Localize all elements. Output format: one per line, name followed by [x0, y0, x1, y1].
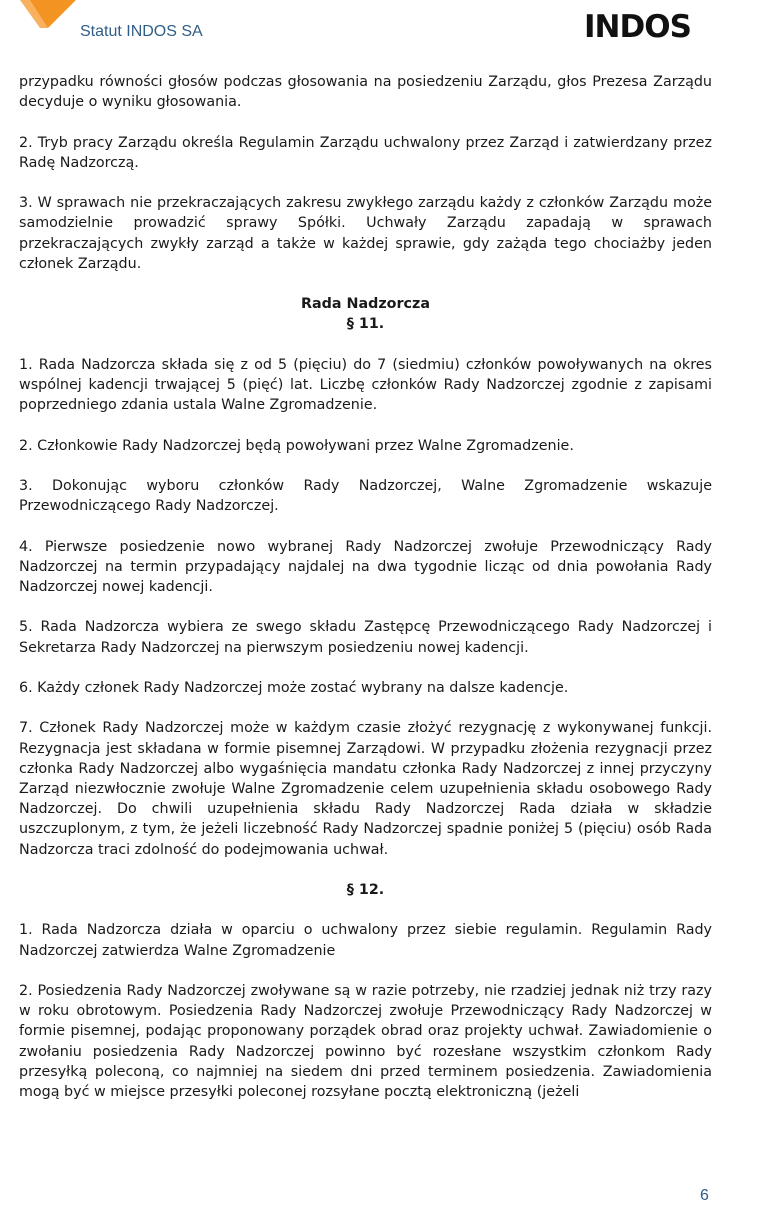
document-title: Statut INDOS SA [80, 23, 203, 40]
paragraph: 2. Członkowie Rady Nadzorczej będą powoływani przez Walne Zgromadzenie. [19, 437, 574, 454]
section-11-heading [19, 294, 712, 334]
paragraph: 4. Pierwsze posiedzenie nowo wybranej Rady Nadzorczej zwołuje Przewodniczący Rady Nadzorczej na termin przypadający najdalej na dwa tygodnie licząc od dnia powołania Rady Nadzorczej nowej kadencji. [19, 538, 712, 595]
corner-triangle-icon [20, 0, 80, 30]
paragraph: 3. Dokonując wyboru członków Rady Nadzorczej, Walne Zgromadzenie wskazuje Przewodniczącego Rady Nadzorczej. [19, 477, 712, 515]
paragraph: 1. Rada Nadzorcza działa w oparciu o uchwalony przez siebie regulamin. Regulamin Rady Nadzorczej zatwierdza Walne Zgromadzenie [19, 922, 712, 959]
section-12-heading [19, 880, 712, 900]
page-number: 6 [700, 1187, 709, 1204]
paragraph: 2. Tryb pracy Zarządu określa Regulamin Zarządu uchwalony przez Zarząd i zatwierdzany przez Radę Nadzorczą. [19, 134, 712, 171]
section-title: Rada Nadzorcza [301, 296, 430, 313]
page-header [0, 0, 761, 62]
paragraph: przypadku równości głosów podczas głosowania na posiedzeniu Zarządu, głos Prezesa Zarządu decyduje o wyniku głosowania. [19, 74, 712, 111]
section-number: § 12. [346, 881, 385, 898]
paragraph: 3. W sprawach nie przekraczających zakresu zwykłego zarządu każdy z członków Zarządu może samodzielnie prowadzić sprawy Spółki. Uchwały Zarządu zapadają w sprawach przekraczających zwykły zarząd a także w każdej sprawie, gdy zażąda tego chociażby jeden członek Zarządu. [19, 195, 712, 272]
indos-logo: INDOS [584, 9, 691, 45]
paragraph: 5. Rada Nadzorcza wybiera ze swego składu Zastępcę Przewodniczącego Rady Nadzorczej i Sekretarza Rady Nadzorczej na pierwszym posiedzeniu nowej kadencji. [19, 619, 712, 656]
paragraph: 6. Każdy członek Rady Nadzorczej może zostać wybrany na dalsze kadencje. [19, 679, 569, 696]
paragraph: 1. Rada Nadzorcza składa się z od 5 (pięciu) do 7 (siedmiu) członków powoływanych na okres wspólnej kadencji trwającej 5 (pięć) lat. Liczbę członków Rady Nadzorczej zgodnie z zapisami poprzedniego zdania ustala Walne Zgromadzenie. [19, 356, 712, 414]
paragraph: 2. Posiedzenia Rady Nadzorczej zwoływane są w razie potrzeby, nie rzadziej jednak niż trzy razy w roku obrotowym. Posiedzenia Rady Nadzorczej zwołuje Przewodniczący Rady Nadzorczej w formie pisemnej, podając proponowany porządek obrad oraz projekty uchwał. Zawiadomienie o zwołaniu posiedzenia Rady Nadzorczej powinno być rozesłane wszystkim członkom Rady przesyłką poleconą, co najmniej na siedem dni przed terminem posiedzenia. Zawiadomienia mogą być w miejsce przesyłki poleconej rozsyłane pocztą elektroniczną (jeżeli [19, 982, 712, 1100]
document-body [19, 72, 712, 1122]
paragraph: 7. Członek Rady Nadzorczej może w każdym czasie złożyć rezygnację z wykonywanej funkcji. Rezygnacja jest składana w formie pisemnej Zarządowi. W przypadku złożenia rezygnacji przez członka Rady Nadzorczej albo wygaśnięcia mandatu członka Rady Nadzorczej z innej przyczyny Zarząd niezwłocznie zwołuje Walne Zgromadzenie celem uzupełnienia składu osobowego Rady Nadzorczej. Do chwili uzupełnienia składu Rady Nadzorczej Rada działa w składzie uszczuplonym, z tym, że jeżeli liczebność Rady Nadzorczej spadnie poniżej 5 (pięciu) osób Rada Nadzorcza traci zdolność do podejmowania uchwał. [19, 720, 712, 858]
section-number: § 11. [346, 316, 385, 333]
